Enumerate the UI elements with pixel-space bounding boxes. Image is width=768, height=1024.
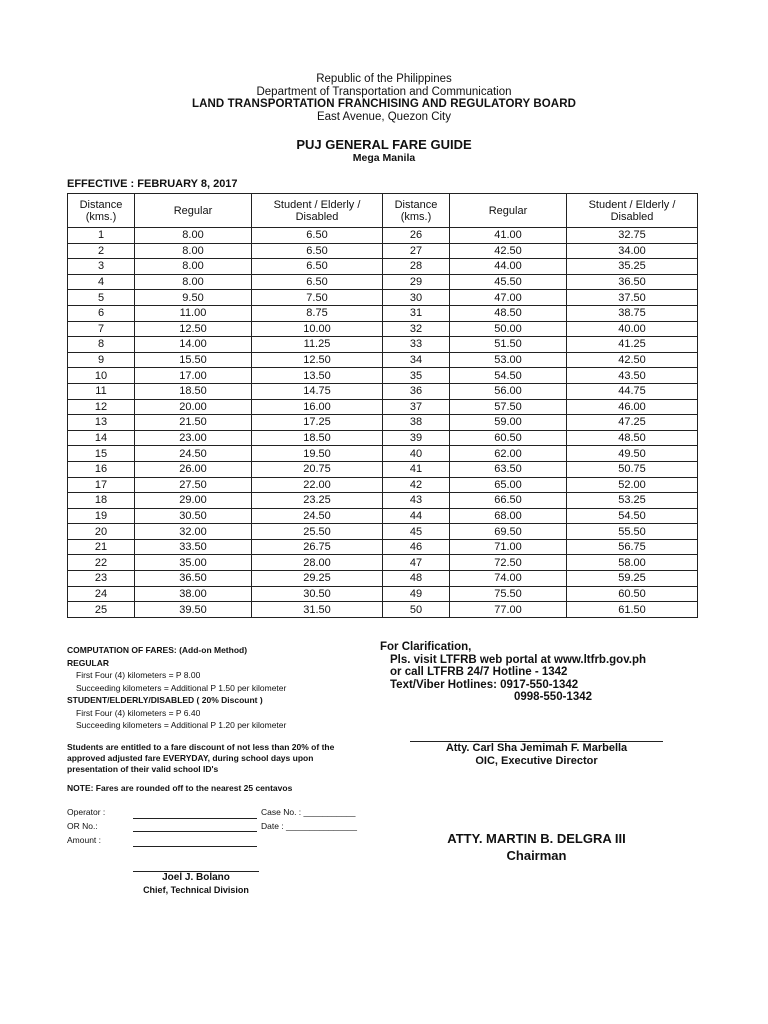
discount-fare-cell: 19.50 [252, 446, 383, 462]
distance-cell: 23 [68, 571, 135, 587]
distance-cell: 33 [383, 337, 450, 353]
effective-date: EFFECTIVE : FEBRUARY 8, 2017 [67, 178, 238, 190]
clarification-portal: Pls. visit LTFRB web portal at www.ltfrb.gov.ph [390, 653, 646, 666]
col-distance: Distance (kms.) [383, 194, 450, 228]
discount-fare-cell: 26.75 [252, 539, 383, 555]
regular-first: First Four (4) kilometers = P 8.00 [76, 670, 201, 680]
distance-cell: 22 [68, 555, 135, 571]
discount-fare-cell: 7.50 [252, 290, 383, 306]
discount-fare-cell: 47.25 [567, 415, 698, 431]
distance-cell: 20 [68, 524, 135, 540]
table-row [68, 321, 698, 337]
table-row [68, 415, 698, 431]
distance-cell: 4 [68, 274, 135, 290]
discount-fare-cell: 37.50 [567, 290, 698, 306]
discount-fare-cell: 12.50 [252, 352, 383, 368]
regular-fare-cell: 71.00 [450, 539, 567, 555]
discount-fare-cell: 48.50 [567, 430, 698, 446]
distance-cell: 37 [383, 399, 450, 415]
amount-field[interactable] [133, 846, 257, 847]
col-student: Student / Elderly / Disabled [567, 194, 698, 228]
oic-name: Atty. Carl Sha Jemimah F. Marbella [445, 742, 628, 754]
regular-fare-cell: 50.00 [450, 321, 567, 337]
table-row [68, 290, 698, 306]
discount-fare-cell: 36.50 [567, 274, 698, 290]
chairman-title: Chairman [506, 848, 567, 863]
table-row [68, 555, 698, 571]
regular-fare-cell: 33.50 [135, 539, 252, 555]
discount-fare-cell: 41.25 [567, 337, 698, 353]
chief-name: Joel J. Bolano [162, 872, 230, 883]
discount-fare-cell: 28.00 [252, 555, 383, 571]
operator-field[interactable] [133, 818, 257, 819]
regular-fare-cell: 72.50 [450, 555, 567, 571]
discount-fare-cell: 52.00 [567, 477, 698, 493]
student-succeeding: Succeeding kilometers = Additional P 1.20 per kilometer [76, 720, 287, 730]
discount-fare-cell: 58.00 [567, 555, 698, 571]
regular-fare-cell: 8.00 [135, 274, 252, 290]
discount-fare-cell: 30.50 [252, 586, 383, 602]
col-regular: Regular [135, 194, 252, 228]
regular-fare-cell: 62.00 [450, 446, 567, 462]
operator-label: Operator : [67, 807, 106, 817]
regular-fare-cell: 41.00 [450, 228, 567, 244]
distance-cell: 14 [68, 430, 135, 446]
discount-fare-cell: 40.00 [567, 321, 698, 337]
regular-fare-cell: 42.50 [450, 243, 567, 259]
distance-cell: 7 [68, 321, 135, 337]
table-row [68, 259, 698, 275]
discount-fare-cell: 55.50 [567, 524, 698, 540]
chief-title: Chief, Technical Division [143, 885, 249, 895]
regular-fare-cell: 30.50 [135, 508, 252, 524]
regular-fare-cell: 63.50 [450, 461, 567, 477]
discount-fare-cell: 25.50 [252, 524, 383, 540]
table-row [68, 274, 698, 290]
discount-fare-cell: 20.75 [252, 461, 383, 477]
clarification-text-hotline: Text/Viber Hotlines: 0917-550-1342 [390, 678, 579, 691]
page-subtitle: Mega Manila [352, 152, 416, 164]
discount-fare-cell: 60.50 [567, 586, 698, 602]
regular-fare-cell: 8.00 [135, 228, 252, 244]
table-row [68, 305, 698, 321]
col-distance: Distance (kms.) [68, 194, 135, 228]
distance-cell: 27 [383, 243, 450, 259]
distance-cell: 47 [383, 555, 450, 571]
table-row [68, 477, 698, 493]
distance-cell: 31 [383, 305, 450, 321]
discount-fare-cell: 13.50 [252, 368, 383, 384]
distance-cell: 36 [383, 383, 450, 399]
discount-fare-cell: 34.00 [567, 243, 698, 259]
table-row [68, 461, 698, 477]
table-row [68, 368, 698, 384]
table-row [68, 352, 698, 368]
distance-cell: 32 [383, 321, 450, 337]
student-note-line: presentation of their valid school ID's [67, 764, 219, 774]
distance-cell: 26 [383, 228, 450, 244]
distance-cell: 38 [383, 415, 450, 431]
distance-cell: 50 [383, 602, 450, 618]
clarification-heading: For Clarification, [380, 641, 472, 653]
distance-cell: 17 [68, 477, 135, 493]
regular-label: REGULAR [67, 657, 110, 668]
or-no-label: OR No.: [67, 821, 98, 831]
distance-cell: 43 [383, 493, 450, 509]
regular-fare-cell: 44.00 [450, 259, 567, 275]
table-row [68, 586, 698, 602]
table-row [68, 508, 698, 524]
table-row [68, 228, 698, 244]
or-no-field[interactable] [133, 831, 257, 832]
distance-cell: 28 [383, 259, 450, 275]
distance-cell: 2 [68, 243, 135, 259]
regular-fare-cell: 27.50 [135, 477, 252, 493]
discount-fare-cell: 16.00 [252, 399, 383, 415]
chairman-name: ATTY. MARTIN B. DELGRA III [447, 831, 626, 846]
distance-cell: 8 [68, 337, 135, 353]
regular-fare-cell: 11.00 [135, 305, 252, 321]
header-address: East Avenue, Quezon City [316, 111, 452, 123]
distance-cell: 1 [68, 228, 135, 244]
regular-fare-cell: 48.50 [450, 305, 567, 321]
oic-title: OIC, Executive Director [475, 755, 598, 767]
regular-fare-cell: 65.00 [450, 477, 567, 493]
regular-fare-cell: 29.00 [135, 493, 252, 509]
regular-fare-cell: 17.00 [135, 368, 252, 384]
regular-succeeding: Succeeding kilometers = Additional P 1.50 per kilometer [76, 682, 287, 693]
discount-fare-cell: 43.50 [567, 368, 698, 384]
discount-fare-cell: 31.50 [252, 602, 383, 618]
regular-fare-cell: 54.50 [450, 368, 567, 384]
distance-cell: 6 [68, 305, 135, 321]
regular-fare-cell: 32.00 [135, 524, 252, 540]
distance-cell: 41 [383, 461, 450, 477]
discount-fare-cell: 24.50 [252, 508, 383, 524]
distance-cell: 13 [68, 415, 135, 431]
discount-fare-cell: 50.75 [567, 461, 698, 477]
discount-fare-cell: 23.25 [252, 493, 383, 509]
discount-fare-cell: 22.00 [252, 477, 383, 493]
regular-fare-cell: 77.00 [450, 602, 567, 618]
distance-cell: 12 [68, 399, 135, 415]
distance-cell: 35 [383, 368, 450, 384]
discount-fare-cell: 53.25 [567, 493, 698, 509]
discount-fare-cell: 10.00 [252, 321, 383, 337]
distance-cell: 10 [68, 368, 135, 384]
distance-cell: 25 [68, 602, 135, 618]
regular-fare-cell: 24.50 [135, 446, 252, 462]
regular-fare-cell: 47.00 [450, 290, 567, 306]
distance-cell: 40 [383, 446, 450, 462]
computation-block [67, 644, 286, 732]
discount-fare-cell: 14.75 [252, 383, 383, 399]
fare-table-header [68, 194, 698, 228]
fare-table-body [68, 228, 698, 618]
discount-fare-cell: 18.50 [252, 430, 383, 446]
discount-fare-cell: 54.50 [567, 508, 698, 524]
regular-fare-cell: 8.00 [135, 243, 252, 259]
regular-fare-cell: 12.50 [135, 321, 252, 337]
col-regular: Regular [450, 194, 567, 228]
clarification-text-hotline-2: 0998-550-1342 [514, 691, 593, 703]
regular-fare-cell: 20.00 [135, 399, 252, 415]
discount-fare-cell: 61.50 [567, 602, 698, 618]
discount-fare-cell: 44.75 [567, 383, 698, 399]
table-row [68, 524, 698, 540]
discount-fare-cell: 56.75 [567, 539, 698, 555]
distance-cell: 48 [383, 571, 450, 587]
discount-fare-cell: 29.25 [252, 571, 383, 587]
distance-cell: 9 [68, 352, 135, 368]
regular-fare-cell: 75.50 [450, 586, 567, 602]
discount-fare-cell: 6.50 [252, 228, 383, 244]
fare-table [67, 193, 698, 618]
header-republic: Republic of the Philippines [316, 73, 452, 85]
distance-cell: 11 [68, 383, 135, 399]
distance-cell: 34 [383, 352, 450, 368]
regular-fare-cell: 51.50 [450, 337, 567, 353]
distance-cell: 39 [383, 430, 450, 446]
regular-fare-cell: 8.00 [135, 259, 252, 275]
table-row [68, 446, 698, 462]
table-row [68, 539, 698, 555]
regular-fare-cell: 21.50 [135, 415, 252, 431]
computation-title: COMPUTATION OF FARES: (Add-on Method) [67, 645, 248, 655]
distance-cell: 46 [383, 539, 450, 555]
clarification-block [380, 641, 646, 704]
distance-cell: 29 [383, 274, 450, 290]
distance-cell: 3 [68, 259, 135, 275]
student-note-line: approved adjusted fare EVERYDAY, during school days upon [67, 753, 314, 763]
discount-fare-cell: 59.25 [567, 571, 698, 587]
regular-fare-cell: 9.50 [135, 290, 252, 306]
distance-cell: 5 [68, 290, 135, 306]
regular-fare-cell: 14.00 [135, 337, 252, 353]
regular-fare-cell: 45.50 [450, 274, 567, 290]
regular-fare-cell: 57.50 [450, 399, 567, 415]
distance-cell: 18 [68, 493, 135, 509]
student-note-line: Students are entitled to a fare discount of not less than 20% of the [67, 742, 335, 752]
distance-cell: 16 [68, 461, 135, 477]
distance-cell: 15 [68, 446, 135, 462]
distance-cell: 30 [383, 290, 450, 306]
regular-fare-cell: 18.50 [135, 383, 252, 399]
clarification-hotline: or call LTFRB 24/7 Hotline - 1342 [390, 666, 568, 678]
distance-cell: 45 [383, 524, 450, 540]
amount-label: Amount : [67, 835, 102, 845]
page-title: PUJ GENERAL FARE GUIDE [296, 137, 472, 152]
regular-fare-cell: 38.00 [135, 586, 252, 602]
regular-fare-cell: 36.50 [135, 571, 252, 587]
distance-cell: 24 [68, 586, 135, 602]
table-row [68, 430, 698, 446]
discount-fare-cell: 49.50 [567, 446, 698, 462]
discount-fare-cell: 42.50 [567, 352, 698, 368]
student-note [67, 742, 334, 775]
discount-fare-cell: 11.25 [252, 337, 383, 353]
discount-fare-cell: 6.50 [252, 259, 383, 275]
regular-fare-cell: 59.00 [450, 415, 567, 431]
regular-fare-cell: 15.50 [135, 352, 252, 368]
student-first: First Four (4) kilometers = P 6.40 [76, 707, 201, 718]
table-row [68, 383, 698, 399]
regular-fare-cell: 23.00 [135, 430, 252, 446]
distance-cell: 21 [68, 539, 135, 555]
regular-fare-cell: 53.00 [450, 352, 567, 368]
table-row [68, 493, 698, 509]
discount-fare-cell: 6.50 [252, 274, 383, 290]
regular-fare-cell: 74.00 [450, 571, 567, 587]
discount-fare-cell: 32.75 [567, 228, 698, 244]
header-department: Department of Transportation and Communication [256, 86, 512, 98]
discount-fare-cell: 8.75 [252, 305, 383, 321]
regular-fare-cell: 26.00 [135, 461, 252, 477]
student-label: STUDENT/ELDERLY/DISABLED ( 20% Discount ) [67, 695, 263, 705]
discount-fare-cell: 38.75 [567, 305, 698, 321]
distance-cell: 44 [383, 508, 450, 524]
discount-fare-cell: 6.50 [252, 243, 383, 259]
table-row [68, 337, 698, 353]
regular-fare-cell: 35.00 [135, 555, 252, 571]
regular-fare-cell: 66.50 [450, 493, 567, 509]
discount-fare-cell: 46.00 [567, 399, 698, 415]
discount-fare-cell: 17.25 [252, 415, 383, 431]
table-row [68, 399, 698, 415]
col-student: Student / Elderly / Disabled [252, 194, 383, 228]
regular-fare-cell: 60.50 [450, 430, 567, 446]
regular-fare-cell: 56.00 [450, 383, 567, 399]
table-row [68, 602, 698, 618]
distance-cell: 42 [383, 477, 450, 493]
distance-cell: 49 [383, 586, 450, 602]
table-row [68, 571, 698, 587]
regular-fare-cell: 39.50 [135, 602, 252, 618]
table-row [68, 243, 698, 259]
regular-fare-cell: 68.00 [450, 508, 567, 524]
header-agency: LAND TRANSPORTATION FRANCHISING AND REGULATORY BOARD [191, 98, 577, 110]
case-no-field[interactable]: Case No. : ___________ [261, 807, 356, 817]
distance-cell: 19 [68, 508, 135, 524]
regular-fare-cell: 69.50 [450, 524, 567, 540]
date-field[interactable]: Date : _______________ [261, 821, 357, 831]
rounding-note: NOTE: Fares are rounded off to the nearest 25 centavos [67, 783, 293, 793]
discount-fare-cell: 35.25 [567, 259, 698, 275]
